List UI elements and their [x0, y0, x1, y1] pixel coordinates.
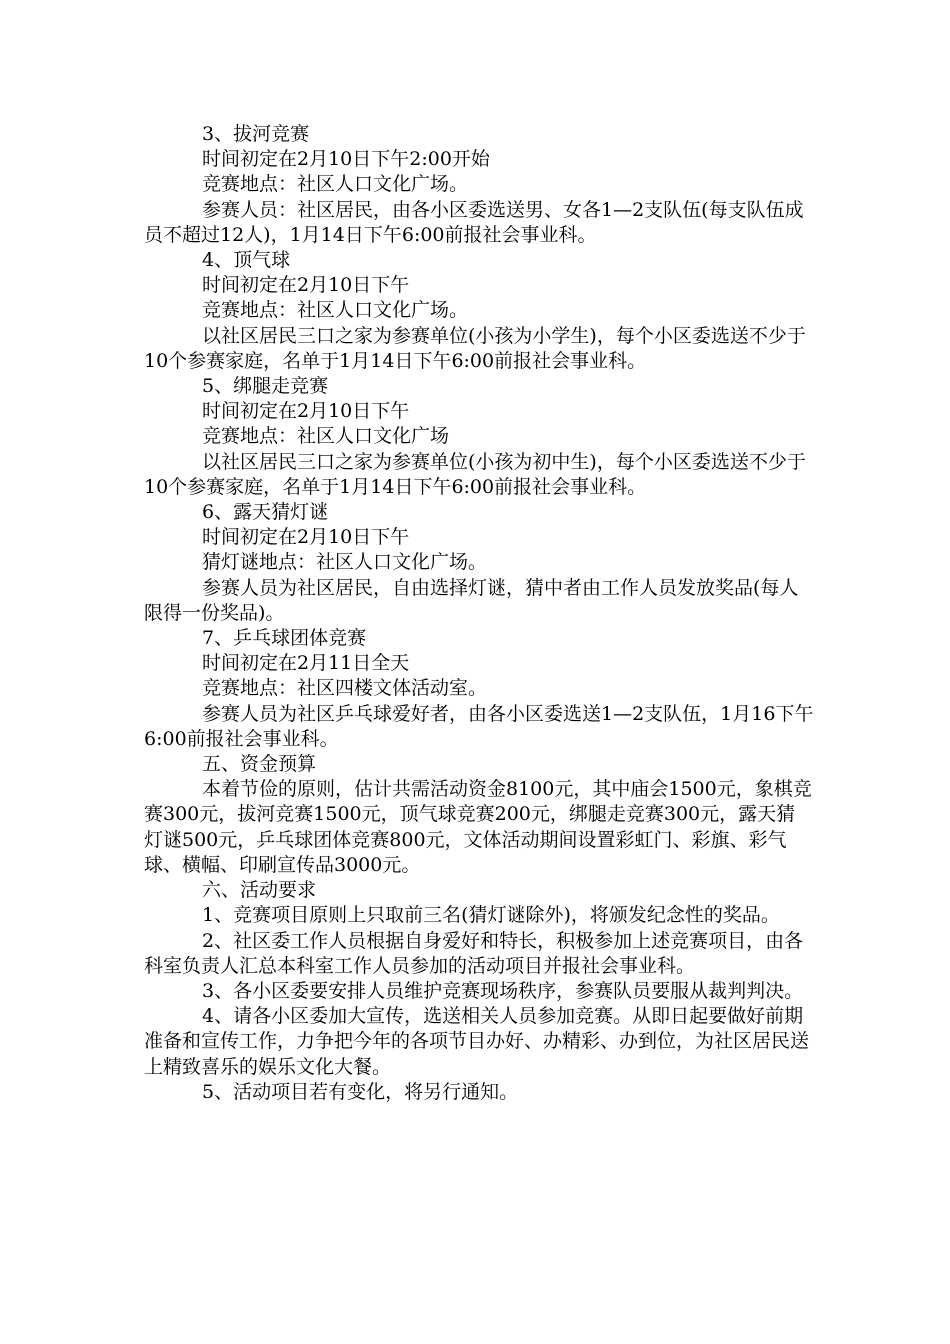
paragraph-tug-of-war-heading: 3、拔河竞赛 — [202, 123, 310, 145]
paragraph-table-tennis-time: 时间初定在2月11日全天 — [202, 652, 410, 675]
paragraph-leg-race-heading: 5、绑腿走竞赛 — [202, 375, 329, 398]
paragraph-leg-race-venue: 竞赛地点：社区人口文化广场 — [202, 425, 450, 448]
paragraph-riddles-heading: 6、露天猜灯谜 — [202, 501, 329, 524]
section-heading-budget: 五、资金预算 — [202, 753, 317, 776]
section-heading-requirements: 六、活动要求 — [202, 879, 317, 902]
document-body — [144, 122, 814, 1105]
paragraph-riddles-venue: 猜灯谜地点：社区人口文化广场。 — [202, 551, 488, 574]
paragraph-tug-of-war-venue: 竞赛地点：社区人口文化广场。 — [202, 173, 469, 196]
paragraph-balloon-venue: 竞赛地点：社区人口文化广场。 — [202, 299, 469, 322]
paragraph-tug-of-war-time: 时间初定在2月10日下午2:00开始 — [202, 148, 490, 171]
paragraph-table-tennis-participants: 参赛人员为社区乒乓球爱好者，由各小区委选送1—2支队伍，1月16下午6:00前报社会事业科。 — [144, 702, 814, 750]
paragraph-requirement-5: 5、活动项目若有变化，将另行通知。 — [202, 1080, 519, 1103]
paragraph-leg-race-time: 时间初定在2月10日下午 — [202, 400, 410, 423]
paragraph-balloon-time: 时间初定在2月10日下午 — [202, 274, 410, 297]
paragraph-table-tennis-venue: 竞赛地点：社区四楼文体活动室。 — [202, 677, 488, 700]
paragraph-balloon-heading: 4、顶气球 — [202, 249, 291, 272]
paragraph-riddles-participants: 参赛人员为社区居民，自由选择灯谜，猜中者由工作人员发放奖品(每人限得一份奖品)。 — [144, 576, 799, 624]
paragraph-table-tennis-heading: 7、乒乓球团体竞赛 — [202, 627, 367, 650]
paragraph-requirement-2: 2、社区委工作人员根据自身爱好和特长，积极参加上述竞赛项目，由各科室负责人汇总本科室工作人员参加的活动项目并报社会事业科。 — [144, 929, 804, 977]
paragraph-requirement-4: 4、请各小区委加大宣传，选送相关人员参加竞赛。从即日起要做好前期准备和宣传工作，力争把今年的各项节目办好、办精彩、办到位，为社区居民送上精致喜乐的娱乐文化大餐。 — [144, 1005, 810, 1078]
paragraph-budget-details: 本着节俭的原则，估计共需活动资金8100元，其中庙会1500元，象棋竞赛300元，拔河竞赛1500元，顶气球竞赛200元，绑腿走竞赛300元，露天猜灯谜500元，乒乓球团体竞赛800元，文体活动期间设置彩虹门、彩旗、彩气球、横幅、印刷宣传品3000元。 — [144, 778, 812, 876]
paragraph-tug-of-war-participants: 参赛人员：社区居民，由各小区委选送男、女各1—2支队伍(每支队伍成员不超过12人)，1月14日下午6:00前报社会事业科。 — [144, 198, 804, 246]
paragraph-riddles-time: 时间初定在2月10日下午 — [202, 526, 410, 549]
paragraph-requirement-1: 1、竞赛项目原则上只取前三名(猜灯谜除外)，将颁发纪念性的奖品。 — [202, 904, 780, 927]
paragraph-leg-race-participants: 以社区居民三口之家为参赛单位(小孩为初中生)，每个小区委选送不少于10个参赛家庭，名单于1月14日下午6:00前报社会事业科。 — [144, 450, 806, 498]
paragraph-requirement-3: 3、各小区委要安排人员维护竞赛现场秩序，参赛队员要服从裁判判决。 — [202, 979, 804, 1002]
paragraph-balloon-participants: 以社区居民三口之家为参赛单位(小孩为小学生)，每个小区委选送不少于10个参赛家庭，名单于1月14日下午6:00前报社会事业科。 — [144, 324, 806, 372]
